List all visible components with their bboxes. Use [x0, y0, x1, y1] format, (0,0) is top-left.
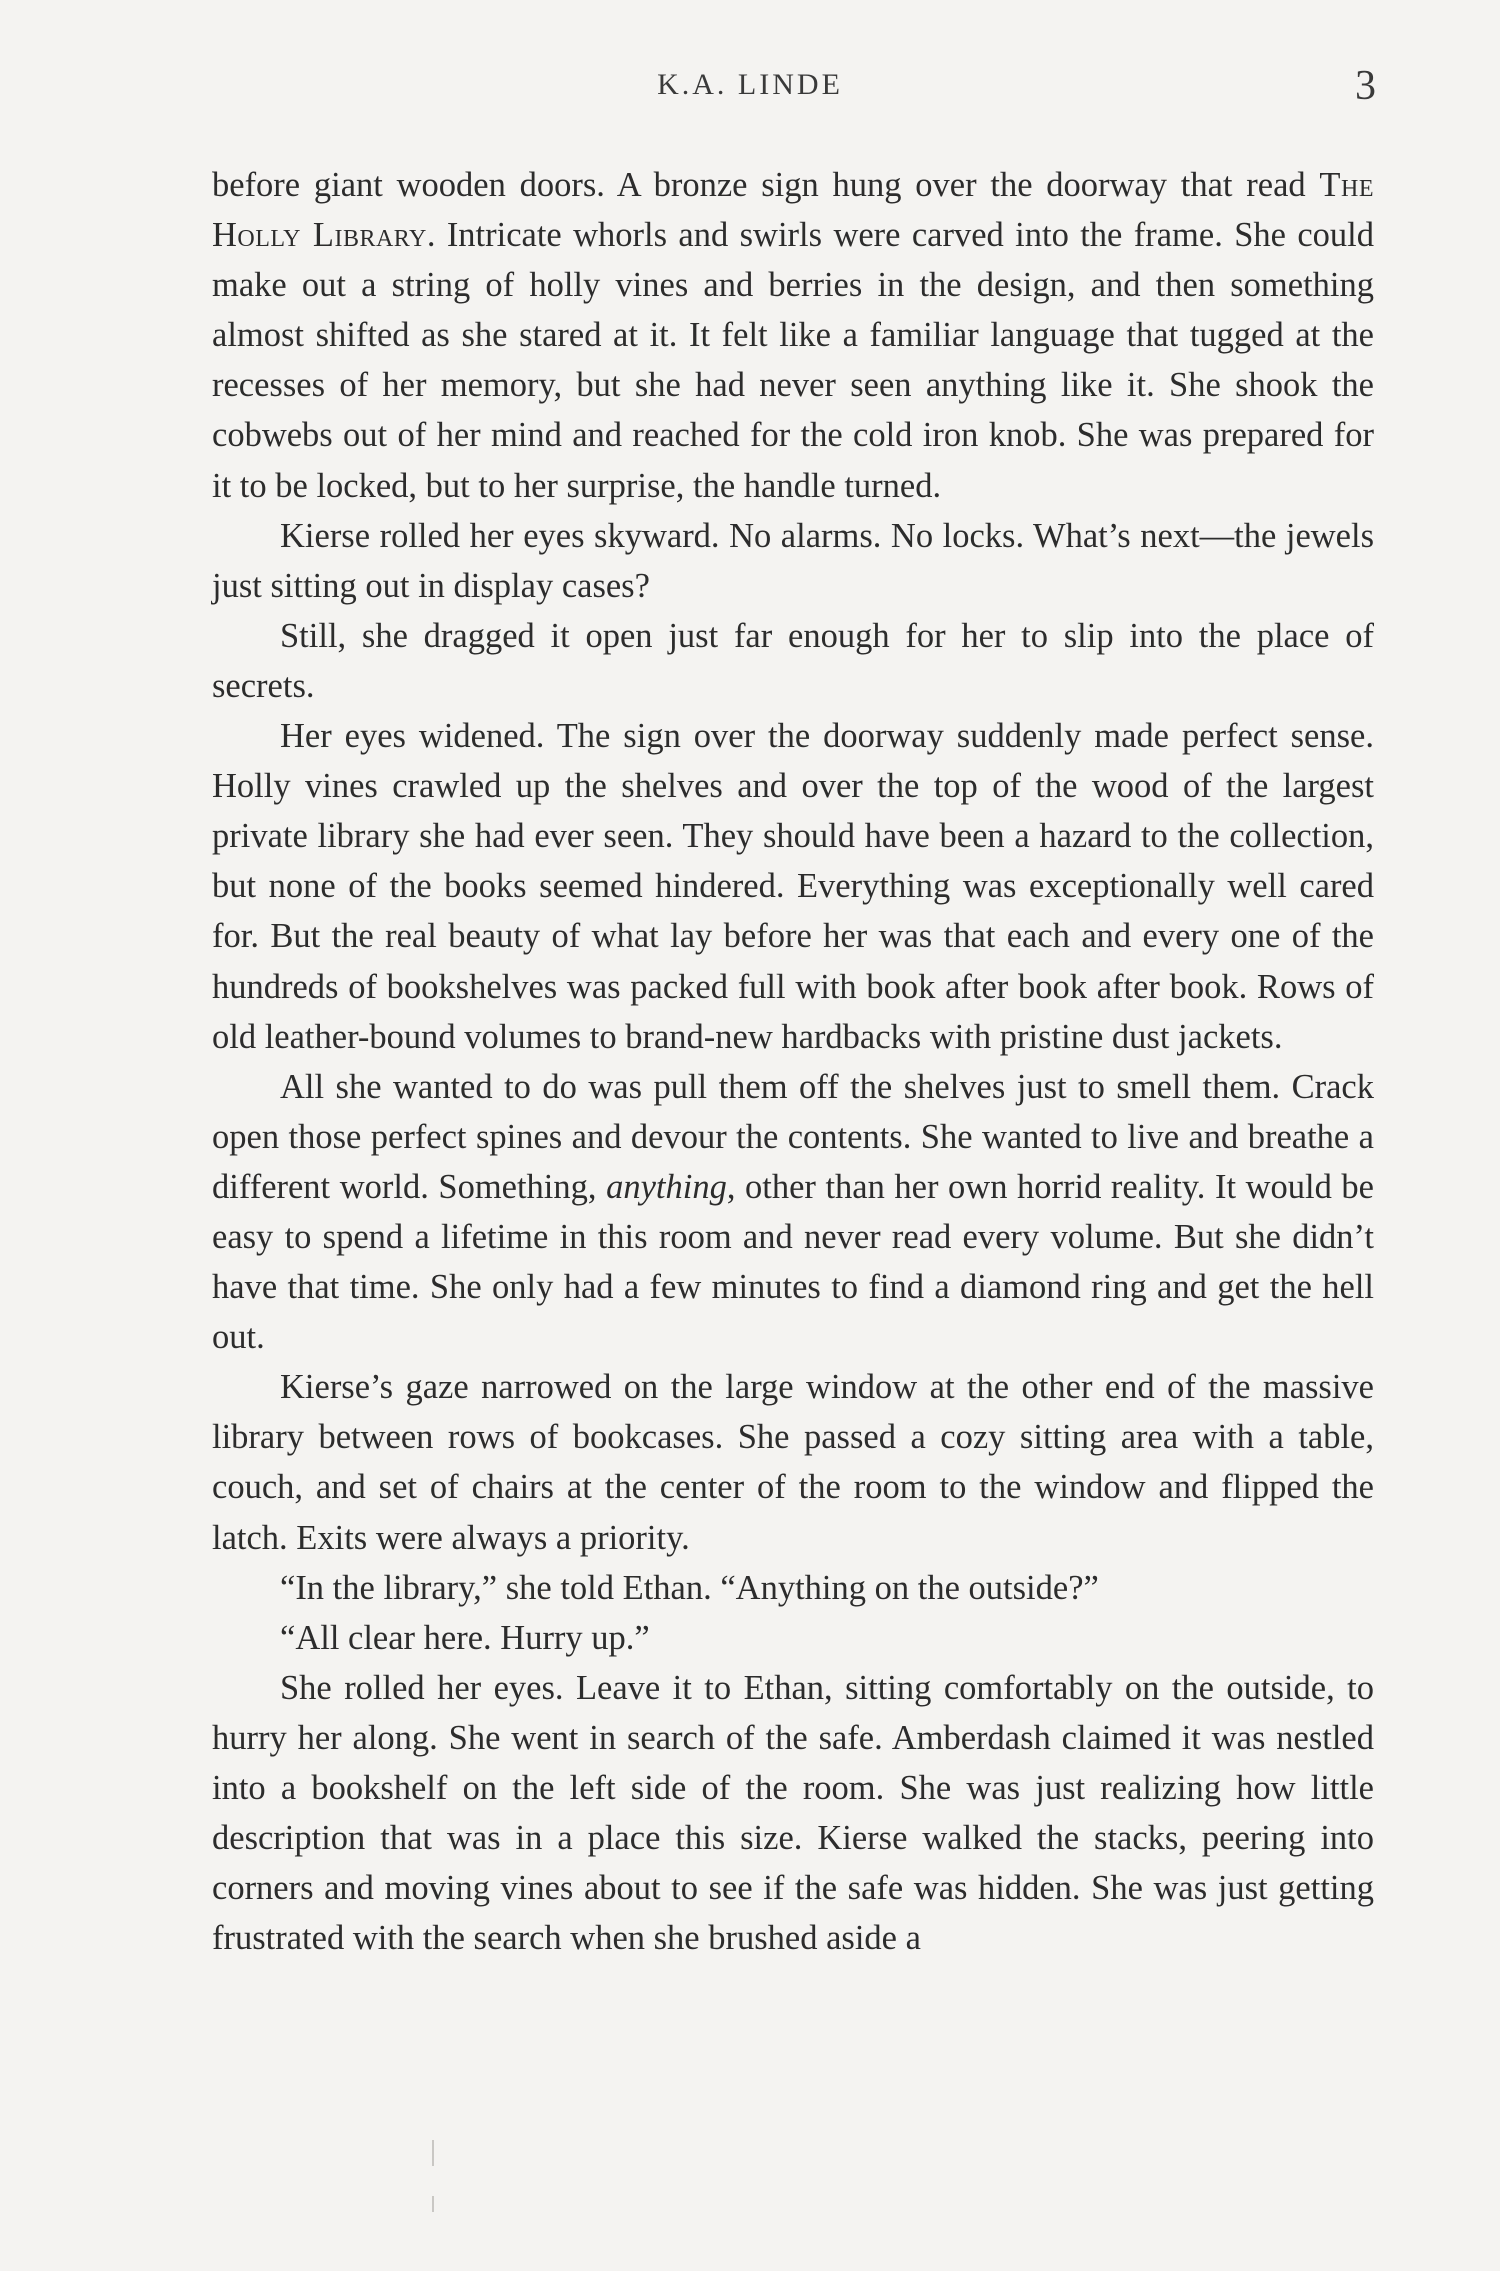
page-number: 3: [1355, 63, 1376, 109]
paragraph-9: She rolled her eyes. Leave it to Ethan, sitting comfortably on the outside, to hurry her along. She went in search of the safe. Amberdash claimed it was nestled into a bookshelf on the left side of the room. She was just realizing how little description that was in a place this size. Kierse walked the stacks, peering into corners and moving vines about to see if the safe was hidden. She was just getting frustrated with the search when she brushed aside a: [212, 1668, 1374, 1958]
library-sign-name: The Holly Library: [212, 166, 1374, 255]
author-name: K.A. LINDE: [657, 68, 843, 101]
paragraph-7: “In the library,” she told Ethan. “Anything on the outside?”: [280, 1568, 1099, 1607]
scan-mark: [432, 2140, 434, 2166]
running-header: [0, 62, 1500, 112]
paragraph-5: All she wanted to do was pull them off the shelves just to smell them. Crack open those perfect spines and devour the contents. She wanted to live and breathe a different world. Something, anything, other than her own horrid reality. It would be easy to spend a lifetime in this room and never read every volume. But she didn’t have that time. She only had a few minutes to find a diamond ring and get the hell out.: [212, 1067, 1374, 1357]
paragraph-3: Still, she dragged it open just far enough for her to slip into the place of secrets.: [212, 616, 1374, 705]
paragraph-8: “All clear here. Hurry up.”: [280, 1618, 650, 1657]
paragraph-4: Her eyes widened. The sign over the doorway suddenly made perfect sense. Holly vines crawled up the shelves and over the top of the wood of the largest private library she had ever seen. They should have been a hazard to the collection, but none of the books seemed hindered. Everything was exceptionally well cared for. But the real beauty of what lay before her was that each and every one of the hundreds of bookshelves was packed full with book after book after book. Rows of old leather-bound volumes to brand-new hardbacks with pristine dust jackets.: [212, 717, 1374, 1056]
paragraph-1: before giant wooden doors. A bronze sign hung over the doorway that read The Holly Library. Intricate whorls and swirls were carved into the frame. She could make out a string of holly vines and berries in the design, and then something almost shifted as she stared at it. It felt like a familiar language that tugged at the recesses of her memory, but she had never seen anything like it. She shook the cobwebs out of her mind and reached for the cold iron knob. She was prepared for it to be locked, but to her surprise, the handle turned.: [212, 166, 1374, 505]
paragraph-2: Kierse rolled her eyes skyward. No alarms. No locks. What’s next—the jewels just sitting out in display cases?: [212, 516, 1374, 605]
paragraph-6: Kierse’s gaze narrowed on the large window at the other end of the massive library between rows of bookcases. She passed a cozy sitting area with a table, couch, and set of chairs at the center of the room to the window and flipped the latch. Exits were always a priority.: [212, 1368, 1374, 1557]
scan-mark: [432, 2196, 434, 2212]
body-text: [212, 160, 1374, 1963]
emphasis-anything: anything: [606, 1167, 727, 1206]
